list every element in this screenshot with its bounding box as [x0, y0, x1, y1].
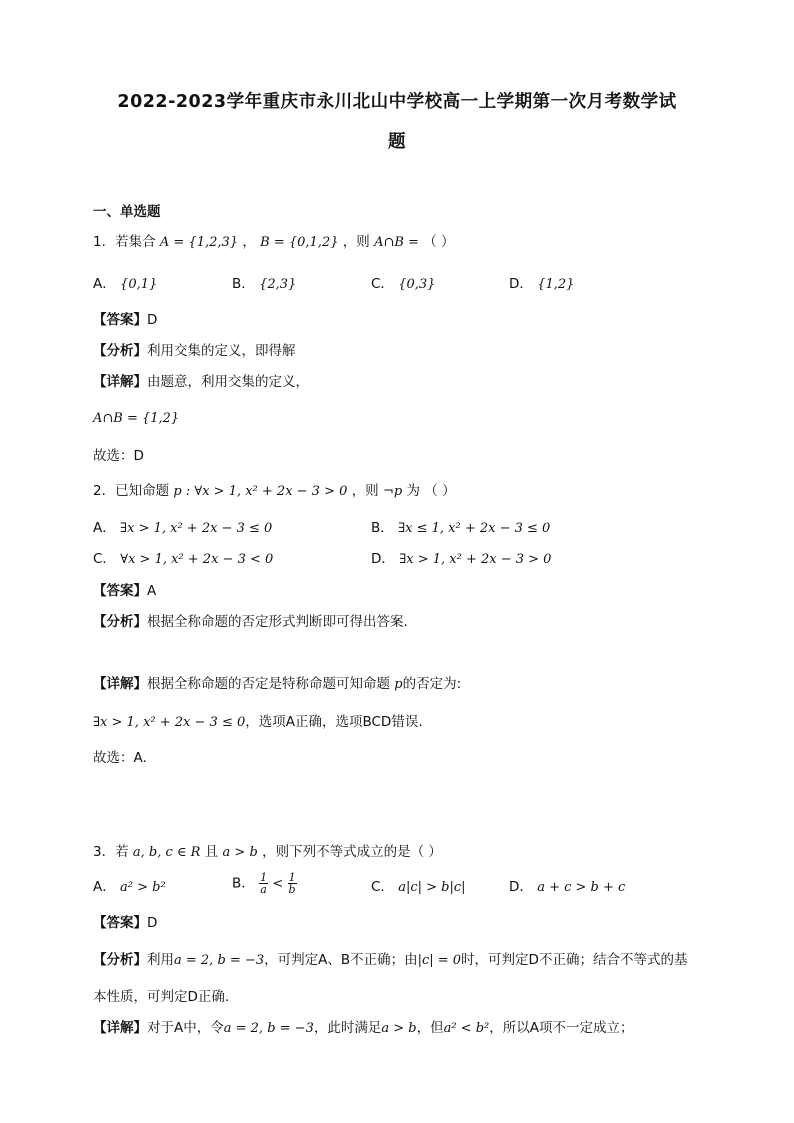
q1-stem-text-c: ，则	[342, 234, 370, 250]
q3-condition: a, b, c ∈ R	[132, 845, 201, 860]
q3-option-d-label: D．	[509, 879, 533, 895]
q3-detail-math3: a² < b²	[443, 1021, 490, 1036]
frac1-numerator: 1	[260, 871, 268, 884]
q3-analysis-text-b: ，可判定A、B不正确；由	[264, 952, 418, 968]
q1-answer-tag: 【答案】	[93, 312, 147, 328]
q1-option-d-value: {1,2}	[537, 277, 575, 292]
q1-choose: 故选：D	[93, 448, 144, 464]
frac2-denominator: b	[288, 883, 296, 896]
q3-option-c	[371, 878, 466, 897]
q3-option-b-frac2	[288, 872, 297, 895]
q2-detail-text-b: 的否定为:	[402, 676, 462, 692]
q3-condition2: a > b	[222, 845, 258, 860]
q1-detail-text: 由题意，利用交集的定义，	[147, 374, 309, 390]
q3-detail-text-d: ，所以A项不一定成立；	[489, 1020, 634, 1036]
q1-detail-tag: 【详解】	[93, 374, 147, 390]
q2-detail-symbol: p	[394, 677, 403, 692]
q2-answer-value: A	[147, 583, 157, 599]
q2-option-a-value: ∃x > 1, x² + 2x − 3 ≤ 0	[120, 521, 273, 536]
q1-option-d	[509, 275, 574, 294]
document-title-line2: 题	[388, 132, 406, 152]
q2-detail2-text: ，选项A正确，选项BCD错误.	[245, 714, 423, 730]
q2-analysis-text: 根据全称命题的否定形式判断即可得出答案.	[147, 614, 408, 630]
q2-analysis	[93, 613, 408, 631]
q2-option-a	[93, 519, 272, 538]
q3-stem	[93, 843, 442, 862]
section-heading: 一、单选题	[93, 204, 161, 220]
q3-stem-text-c: ，则下列不等式成立的是（ ）	[262, 844, 442, 860]
q2-option-d-label: D．	[371, 551, 395, 567]
q3-analysis-text-a: 利用	[147, 952, 174, 968]
q1-answer-value: D	[147, 312, 158, 328]
q3-detail-math2: a > b	[381, 1021, 417, 1036]
q3-detail-math: a = 2, b = −3	[223, 1021, 314, 1036]
q1-stem-text-a: 1．若集合	[93, 234, 156, 250]
q2-detail2-math: ∃x > 1, x² + 2x − 3 ≤ 0	[93, 715, 246, 730]
q2-negation-symbol: ¬p	[382, 484, 403, 499]
q1-option-d-label: D．	[509, 276, 533, 292]
q2-option-c-label: C．	[93, 551, 116, 567]
q2-option-d-value: ∃x > 1, x² + 2x − 3 > 0	[399, 552, 552, 567]
q3-option-d-value: a + c > b + c	[537, 880, 626, 895]
q2-stem-text-a: 2．已知命题	[93, 483, 170, 499]
q1-option-a	[93, 275, 157, 294]
q3-analysis-tag: 【分析】	[93, 952, 147, 968]
q2-detail	[93, 675, 461, 694]
q2-option-d	[371, 550, 551, 569]
q3-option-a-label: A．	[93, 879, 116, 895]
q2-stem-text-b: ，则	[351, 483, 379, 499]
q2-analysis-tag: 【分析】	[93, 614, 147, 630]
q1-answer	[93, 311, 157, 329]
q2-answer	[93, 582, 156, 600]
q1-set-a: A = {1,2,3}	[159, 235, 239, 250]
q3-option-b-frac1	[259, 872, 268, 895]
q1-stem	[93, 233, 455, 252]
q1-analysis	[93, 342, 296, 360]
q3-answer	[93, 914, 157, 932]
q1-option-a-value: {0,1}	[120, 277, 158, 292]
q2-option-c	[93, 550, 273, 569]
q2-detail-text: 根据全称命题的否定是特称命题可知命题	[147, 676, 390, 692]
q2-answer-tag: 【答案】	[93, 583, 147, 599]
q3-option-a-value: a² > b²	[120, 880, 166, 895]
q3-analysis-text-c: 时，可判定D不正确；结合不等式的基	[461, 952, 688, 968]
q3-analysis-line2: 本性质，可判定D正确.	[93, 989, 230, 1005]
q3-answer-tag: 【答案】	[93, 915, 147, 931]
q3-analysis-math: a = 2, b = −3	[174, 953, 265, 968]
q1-option-b-value: {2,3}	[259, 277, 297, 292]
q2-option-c-value: ∀x > 1, x² + 2x − 3 < 0	[120, 552, 274, 567]
frac2-numerator: 1	[288, 871, 296, 884]
q1-intersection: A∩B =	[374, 235, 419, 250]
document-title-line1: 2022-2023学年重庆市永川北山中学校高一上学期第一次月考数学试	[117, 92, 677, 112]
q1-option-c-label: C．	[371, 276, 394, 292]
q1-stem-text-b: ，	[242, 234, 256, 250]
q3-option-b-label: B．	[232, 875, 255, 892]
q1-set-b: B = {0,1,2}	[260, 235, 339, 250]
q3-option-b-relation: <	[272, 876, 284, 892]
q2-detail-tag: 【详解】	[93, 676, 147, 692]
q1-stem-text-d: （ ）	[423, 234, 455, 250]
q2-proposition: p : ∀x > 1, x² + 2x − 3 > 0	[173, 484, 348, 499]
q2-option-b-value: ∃x ≤ 1, x² + 2x − 3 ≤ 0	[398, 521, 551, 536]
frac1-denominator: a	[260, 883, 267, 896]
q1-analysis-tag: 【分析】	[93, 343, 147, 359]
q3-detail-text-c: ，但	[416, 1020, 444, 1036]
q3-stem-text-a: 3．若	[93, 844, 129, 860]
q2-option-b	[371, 519, 550, 538]
q3-detail-tag: 【详解】	[93, 1020, 147, 1036]
q3-analysis	[93, 951, 687, 970]
q3-option-c-value: a|c| > b|c|	[398, 880, 466, 895]
q3-answer-value: D	[147, 915, 158, 931]
q1-analysis-text: 利用交集的定义，即得解	[147, 343, 296, 359]
q1-option-a-label: A．	[93, 276, 116, 292]
q3-option-d	[509, 878, 625, 897]
q3-option-b	[232, 872, 297, 895]
q3-stem-text-b: 且	[204, 844, 219, 860]
q2-stem	[93, 482, 456, 501]
q3-detail-text-a: 对于A中，令	[147, 1020, 224, 1036]
q1-detail	[93, 373, 309, 391]
q2-option-a-label: A．	[93, 520, 116, 536]
q2-detail-line2	[93, 713, 423, 732]
q3-option-c-label: C．	[371, 879, 394, 895]
q3-detail-text-b: ，此时满足	[313, 1020, 382, 1036]
q1-option-c-value: {0,3}	[398, 277, 436, 292]
q1-option-b	[232, 275, 296, 294]
q3-detail	[93, 1019, 633, 1038]
q2-option-b-label: B．	[371, 520, 394, 536]
q1-detail-math: A∩B = {1,2}	[93, 411, 180, 426]
q1-option-c	[371, 275, 435, 294]
q3-option-a	[93, 878, 166, 897]
q3-analysis-math2: |c| = 0	[417, 953, 462, 968]
q1-option-b-label: B．	[232, 276, 255, 292]
q2-stem-text-c: 为 （ ）	[406, 483, 456, 499]
q2-choose: 故选：A.	[93, 750, 147, 766]
